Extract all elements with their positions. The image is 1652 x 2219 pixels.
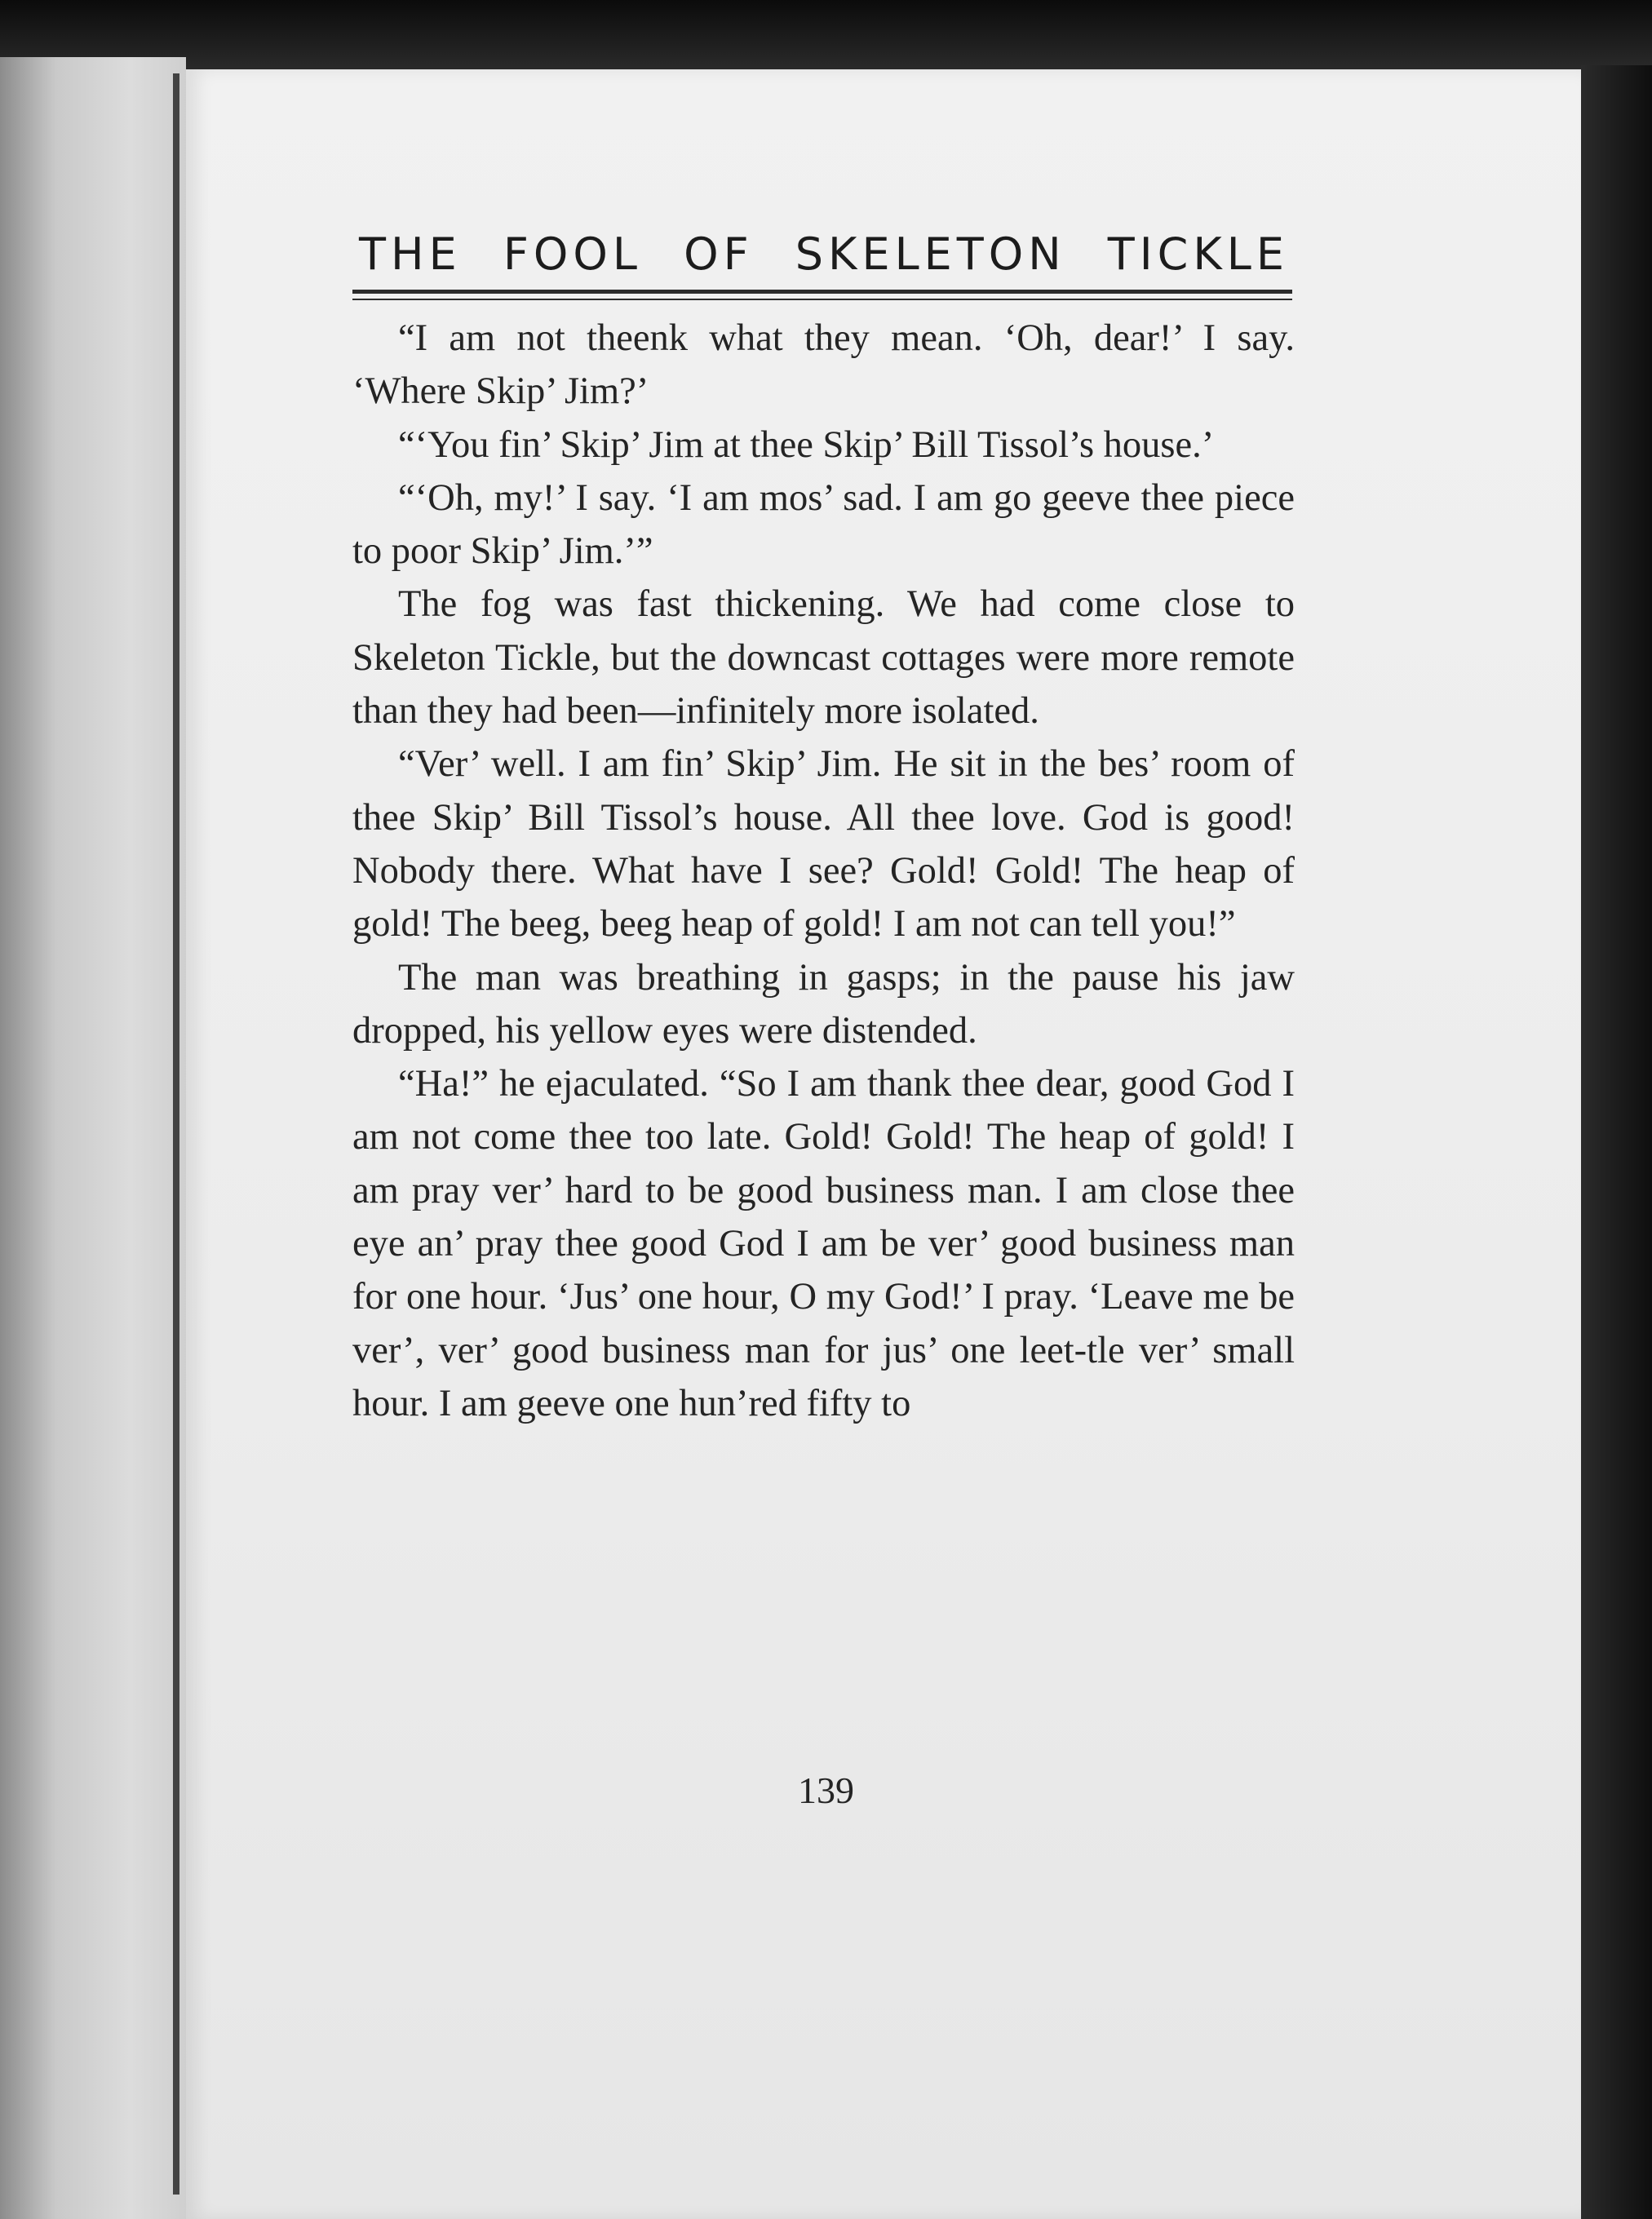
facing-page-edge [0,57,186,2219]
page-number: 139 [798,1769,854,1811]
scan-right-border [1581,65,1652,2219]
page-body [352,312,1295,1430]
paragraph: “I am not theenk what they mean. ‘Oh, dear!’ I say. ‘Where Skip’ Jim?’ [352,317,1295,413]
book-gutter [173,73,179,2195]
paragraph: The fog was fast thickening. We had come close to Skeleton Tickle, but the downcast cottages were more remote than they had been—infinitely more isolated. [352,583,1295,733]
paragraph: The man was breathing in gasps; in the pause his jaw dropped, his yellow eyes were distended. [352,956,1295,1052]
header-rule-thick [352,290,1292,294]
paragraph: “‘You fin’ Skip’ Jim at thee Skip’ Bill Tissol’s house.’ [398,423,1215,466]
running-head: THE FOOL OF SKELETON TICKLE [359,228,1289,280]
scan-top-border [0,0,1652,69]
paragraph: “Ver’ well. I am fin’ Skip’ Jim. He sit in the bes’ room of thee Skip’ Bill Tissol’s house. All thee love. God is good! Nobody there. What have I see? Gold! Gold! The heap of gold! The beeg, beeg heap of gold! I am not can tell you!” [352,743,1295,946]
paragraph: “‘Oh, my!’ I say. ‘I am mos’ sad. I am go geeve thee piece to poor Skip’ Jim.’” [352,476,1295,573]
header-rule-thin [352,299,1292,300]
paragraph: “Ha!” he ejaculated. “So I am thank thee dear, good God I am not come thee too late. Gold! Gold! The heap of gold! I am pray ver’ hard to be good business man. I am close thee eye an’ pray thee good God I am be ver’ good business man for one hour. ‘Jus’ one hour, O my God!’ I pray. ‘Leave me be ver’, ver’ good business man for jus’ one leet-tle ver’ small hour. I am geeve one hun’red fifty to [352,1063,1295,1424]
